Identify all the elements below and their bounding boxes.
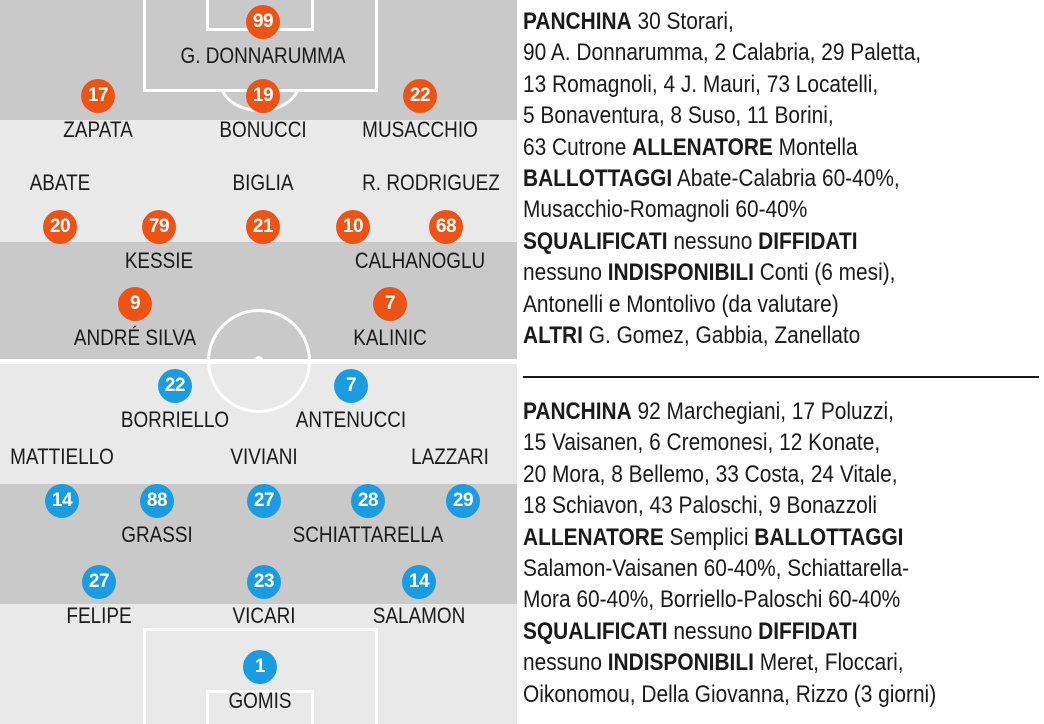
info-line [523,490,976,521]
player-number-badge: 10 [336,210,370,244]
player-name: BONUCCI [219,117,307,142]
player-name: GRASSI [121,522,193,547]
info-text: Oikonomou, Della Giovanna, Rizzo (3 giorni) [523,680,937,708]
player-number-badge: 23 [247,565,281,599]
info-text: Conti (6 mesi), [753,259,896,287]
info-text: nessuno [523,649,608,677]
player-number-badge: 68 [429,210,463,244]
info-line [523,320,976,351]
player-name: SALAMON [372,603,466,628]
player-number-badge: 28 [351,484,385,518]
home-team-notes [523,6,1044,351]
player-number-badge: 27 [247,484,281,518]
player-number-badge: 7 [334,369,368,403]
info-text: 15 Vaisanen, 6 Cremonesi, 12 Konate, [523,429,881,457]
info-line [523,226,976,257]
info-text: 92 Marchegiani, 17 Poluzzi, [631,398,894,425]
info-line [523,163,976,194]
info-text: 30 Storari, [631,8,734,35]
player-number-badge: 1 [243,650,277,684]
info-text: Montella [772,133,858,161]
info-line [523,616,976,647]
team-info-panel [523,0,1044,724]
info-text: nessuno [667,617,759,645]
info-heading: DIFFIDATI [758,617,858,645]
player-name: FELIPE [66,603,132,628]
info-line [523,100,976,131]
info-text: 18 Schiavon, 43 Paloschi, 9 Bonazzoli [523,492,878,520]
info-line [523,6,976,37]
player-name: ZAPATA [63,117,133,142]
player-number-badge: 22 [158,369,192,403]
player-name: MUSACCHIO [362,117,478,142]
info-line [523,647,976,678]
info-line [523,427,976,458]
player-name: ANDRÉ SILVA [73,325,197,350]
info-heading: ALLENATORE [523,523,664,551]
player-number-badge: 20 [43,210,77,244]
info-line [523,132,976,163]
player-number-badge: 17 [81,79,115,113]
info-line [523,553,976,584]
player-name: R. RODRIGUEZ [362,170,500,195]
info-line [523,257,976,288]
player-number-badge: 19 [246,79,280,113]
info-heading: INDISPONIBILI [607,259,754,287]
player-number-badge: 79 [142,210,176,244]
info-text: Antonelli e Montolivo (da valutare) [523,290,839,318]
info-text: Semplici [663,523,755,551]
info-heading: BALLOTTAGGI [754,523,904,551]
info-text: Musacchio-Romagnoli 60-40% [523,196,808,224]
info-line [523,459,976,490]
player-number-badge: 9 [118,287,152,321]
player-name: VICARI [232,603,296,628]
info-text: 5 Bonaventura, 8 Suso, 11 Borini, [523,102,834,130]
player-number-badge: 29 [446,484,480,518]
info-text: Abate-Calabria 60-40%, [672,165,900,193]
info-text: Meret, Floccari, [753,649,904,677]
player-number-badge: 14 [45,484,79,518]
info-heading: SQUALIFICATI [523,227,668,255]
player-name: KALINIC [353,325,427,350]
info-text: 63 Cutrone [523,133,633,161]
player-number-badge: 99 [246,5,280,39]
player-name: MATTIELLO [10,444,114,469]
info-heading: ALLENATORE [632,133,773,161]
player-number-badge: 7 [373,287,407,321]
player-number-badge: 22 [403,79,437,113]
section-divider [523,376,1039,378]
info-line [523,522,976,553]
info-line [523,584,976,615]
football-pitch [0,0,517,724]
info-text: nessuno [523,259,608,287]
player-name: G. DONNARUMMA [180,43,346,68]
info-text: G. Gomez, Gabbia, Zanellato [582,322,861,350]
player-name: CALHANOGLU [354,248,486,273]
info-heading: DIFFIDATI [758,227,858,255]
player-name: ANTENUCCI [295,407,407,432]
player-name: SCHIATTARELLA [292,522,444,547]
info-text: 20 Mora, 8 Bellemo, 33 Costa, 24 Vitale, [523,460,898,488]
info-text: 13 Romagnoli, 4 J. Mauri, 73 Locatelli, [523,70,879,98]
player-name: VIVIANI [230,444,298,469]
player-name: ABATE [29,170,91,195]
info-heading: INDISPONIBILI [607,649,754,677]
player-name: GOMIS [228,688,292,713]
away-team-notes [523,396,1044,710]
info-line [523,69,976,100]
info-heading: PANCHINA [523,8,632,35]
info-text: Mora 60-40%, Borriello-Paloschi 60-40% [523,586,901,614]
info-line [523,679,976,710]
info-heading: SQUALIFICATI [523,617,668,645]
player-number-badge: 14 [402,565,436,599]
player-number-badge: 88 [140,484,174,518]
info-line [523,194,976,225]
info-text: 90 A. Donnarumma, 2 Calabria, 29 Paletta, [523,39,922,67]
centre-spot [255,356,263,364]
info-heading: PANCHINA [523,398,632,425]
player-number-badge: 27 [82,565,116,599]
player-name: LAZZARI [411,444,489,469]
player-number-badge: 21 [246,210,280,244]
info-text: nessuno [667,227,759,255]
info-heading: BALLOTTAGGI [523,165,673,193]
player-name: BIGLIA [232,170,294,195]
player-name: BORRIELLO [120,407,230,432]
info-line [523,37,976,68]
info-line [523,289,976,320]
info-text: Salamon-Vaisanen 60-40%, Schiattarella- [523,555,910,583]
info-heading: ALTRI [523,322,583,350]
info-line [523,396,976,427]
player-name: KESSIE [124,248,194,273]
